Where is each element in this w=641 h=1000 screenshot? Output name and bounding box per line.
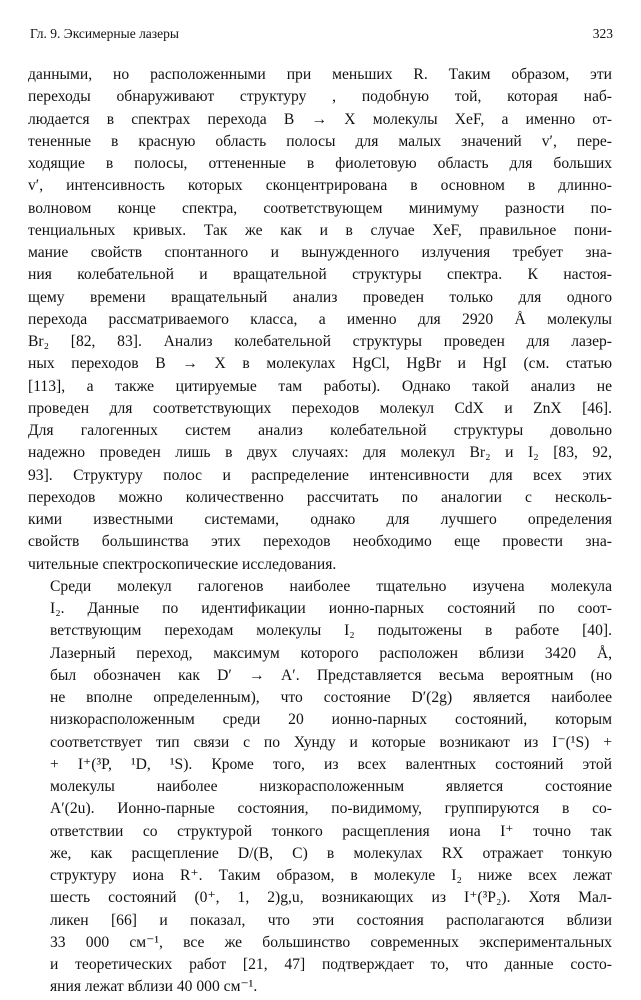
text-line: v′, интенсивность которых сконцентрирована в основном в длинно- [28,177,612,195]
text-line: шесть состояний (0⁺, 1, 2)g,u, возникающих из I⁺(³P₂). Хотя Мал- [50,889,612,907]
text-line: Лазерный переход, максимум которого расположен вблизи 3420 Å, [50,644,612,662]
text-line: свойств большинства этих переходов необходимо еще провести зна- [28,533,612,551]
text-line: 33 000 см⁻¹, все же большинство современных экспериментальных [50,933,612,951]
text-line: Для галогенных систем анализ колебательной структуры довольно [28,422,612,439]
text-line: перехода рассматриваемого класса, а именно для 2920 Å молекулы [28,310,612,328]
text-line: волновом конце спектра, соответствующем минимуму разности по- [28,199,612,217]
text-line: + I⁺(³P, ¹D, ¹S). Кроме того, из всех валентных состояний этой [50,755,612,773]
text-line: ликен [66] и показал, что эти состояния располагаются вблизи [50,911,612,929]
text-line: переходов можно количественно рассчитать по аналогии с несколь- [28,488,612,506]
text-line: Br₂ [82, 83]. Анализ колебательной структуры проведен для лазер- [28,333,612,350]
text-line: ных переходов B → X в молекулах HgCl, HgBr и HgI (см. статью [28,355,612,373]
text-line: [113], а также цитируемые там работы). Однако такой анализ не [28,377,612,395]
paragraph-1 [28,64,612,576]
text-line: людается в спектрах перехода B → X молекулы XeF, а именно от- [28,110,612,128]
text-line: 93]. Структуру полос и распределение интенсивности для всех этих [28,466,612,484]
text-line: кими известными системами, однако для лучшего определения [28,511,612,528]
text-line: данными, но расположенными при меньших R. Таким образом, эти [28,66,612,83]
text-line: соответствует тип связи c по Хунду и которые возникают из I⁻(¹S) + [50,733,612,751]
text-line: не вполне определенным), что состояние D′(2g) является наиболее [50,689,612,706]
text-line: надежно проведен лишь в двух случаях: для молекул Br₂ и I₂ [83, 92, [28,444,612,462]
text-line: чительные спектроскопические исследования. [28,555,337,573]
text-line: A′(2u). Ионно-парные состояния, по-видимому, группируются в со- [50,800,612,818]
text-line: щему времени вращательный анализ проведен только для одного [28,288,612,306]
text-line: ходящие в полосы, оттененные в фиолетовую область для больших [28,155,612,172]
text-line: был обозначен как D′ → A′. Представляется весьма вероятным (но [50,666,612,684]
text-line: проведен для соответствующих переходов молекул CdX и ZnX [46]. [28,399,612,417]
paragraph-2 [28,576,612,999]
text-line: же, как расщепление D/(B, C) в молекулах RX отражает тонкую [50,844,612,862]
body-text [28,64,612,999]
text-line: молекулы наиболее низкорасположенным является состояние [50,778,612,795]
text-line: яния лежат вблизи 40 000 см⁻¹. [50,978,258,996]
text-line: Среди молекул галогенов наиболее тщательно изучена молекула [50,577,612,595]
text-line: и теоретических работ [21, 47] подтверждает то, что данные состо- [50,956,612,973]
text-line: структуру иона R⁺. Таким образом, в молекуле I₂ ниже всех лежат [50,867,612,884]
text-line: ния колебательной и вращательной структуры спектра. К настоя- [28,266,612,284]
text-line: ветствующим переходам молекулы I₂ подытожены в работе [40]. [50,622,612,640]
text-line: мание свойств спонтанного и вынужденного излучения требует зна- [28,244,612,261]
text-line: переходы обнаруживают структуру , подобную той, которая наб- [28,88,612,106]
text-line: тенциальных кривых. Так же как и в случае XeF, правильное пони- [28,221,612,239]
chapter-title: Гл. 9. Эксимерные лазеры [30,26,179,41]
text-line: тененные в красную область полосы для малых значений v′, пере- [28,132,612,150]
text-line: ответствии со структурой тонкого расщепления иона I⁺ точно так [50,822,612,840]
running-header [30,26,613,42]
text-line: I₂. Данные по идентификации ионно-парных состояний по соот- [50,600,612,617]
page-number: 323 [592,26,613,41]
text-line: низкорасположенным среди 20 ионно-парных состояний, которым [50,711,612,729]
